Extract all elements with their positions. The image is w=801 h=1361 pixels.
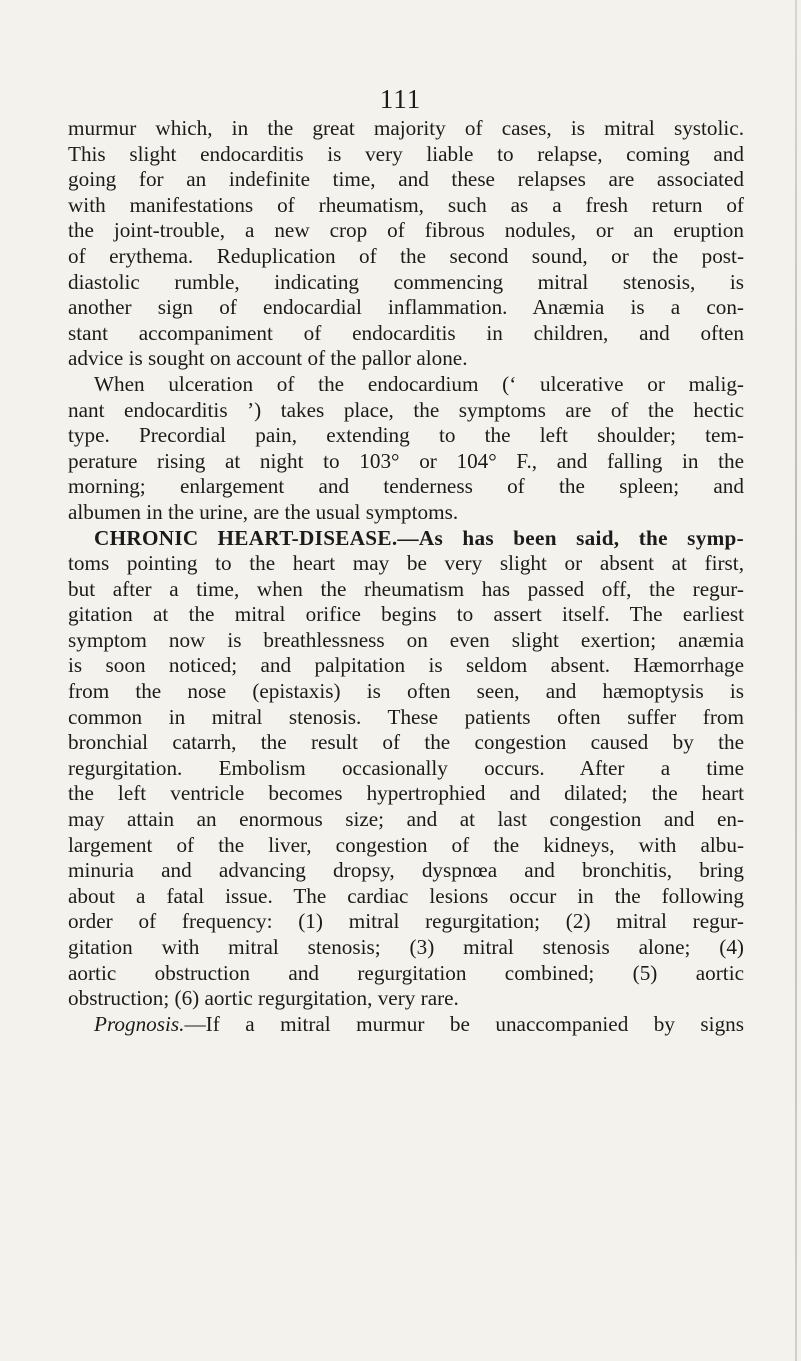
text-line: type. Precordial pain, extending to the left shoulder; tem- [68,423,744,448]
text-line: bronchial catarrh, the result of the congestion caused by the [68,730,744,755]
text-line: may attain an enormous size; and at last congestion and en- [68,807,744,832]
text-line: about a fatal issue. The cardiac lesions occur in the following [68,883,744,908]
text-line: diastolic rumble, indicating commencing mitral stenosis, is [68,269,744,294]
text-line: gitation with mitral stenosis; (3) mitral stenosis alone; (4) [68,935,744,959]
text-line: stant accompaniment of endocarditis in children, and often [68,320,744,345]
chronic-heading: CHRONIC [94,525,199,550]
text-line: When ulceration of the endocardium (‘ ulcerative or malig- [94,371,744,396]
text-line: perature rising at night to 103° or 104° F., and falling in the [68,448,744,473]
text-line: another sign of endocardial inflammation. Anæmia is a con- [68,295,744,320]
text-line: common in mitral stenosis. These patients often suffer from [68,704,744,729]
text-line: albumen in the urine, are the usual symptoms. [68,499,459,524]
text-line: going for an indefinite time, and these relapses are associated [68,167,744,192]
text-line: from the nose (epistaxis) is often seen, and hæmoptysis is [68,679,744,704]
page-edge [795,0,797,1361]
prognosis-line [68,1012,744,1038]
text-line: This slight endocarditis is very liable to relapse, coming and [68,141,744,166]
page-number: 111 [379,84,422,114]
text-line: obstruction; (6) aortic regurgitation, very rare. [68,986,459,1011]
text-line: gitation at the mitral orifice begins to assert itself. The earliest [68,602,744,627]
text-line: but after a time, when the rheumatism has passed off, the regur- [68,576,744,601]
text-line: regurgitation. Embolism occasionally occurs. After a time [68,755,744,780]
text-line: is soon noticed; and palpitation is seldom absent. Hæmorrhage [68,653,744,678]
text-line: of erythema. Reduplication of the second sound, or the post- [68,243,744,268]
prognosis-heading: Prognosis. [94,1011,185,1036]
text-line: the left ventricle becomes hypertrophied and dilated; the heart [68,781,744,806]
text-line: toms pointing to the heart may be very slight or absent at first, [68,551,744,576]
text-line: murmur which, in the great majority of cases, is mitral systolic. [68,116,744,140]
section-heading-line [68,526,744,552]
text-line: order of frequency: (1) mitral regurgitation; (2) mitral regur- [68,909,744,934]
body-text [68,116,744,1037]
text-line: the joint-trouble, a new crop of fibrous nodules, or an eruption [68,218,744,243]
heart-disease-heading-text: HEART-DISEASE.—As has been said, the symp- [217,525,744,550]
text-line: with manifestations of rheumatism, such as a fresh return of [68,192,744,217]
text-line: advice is sought on account of the pallor alone. [68,346,468,371]
text-line: symptom now is breathlessness on even slight exertion; anæmia [68,627,744,652]
text-line: nant endocarditis ’) takes place, the symptoms are of the hectic [68,397,744,422]
text-line: morning; enlargement and tenderness of the spleen; and [68,474,744,499]
text-line: aortic obstruction and regurgitation combined; (5) aortic [68,960,744,985]
prognosis-text: —If a mitral murmur be unaccompanied by signs [184,1011,744,1036]
text-line: largement of the liver, congestion of the kidneys, with albu- [68,832,744,857]
text-line: minuria and advancing dropsy, dyspnœa and bronchitis, bring [68,858,744,883]
